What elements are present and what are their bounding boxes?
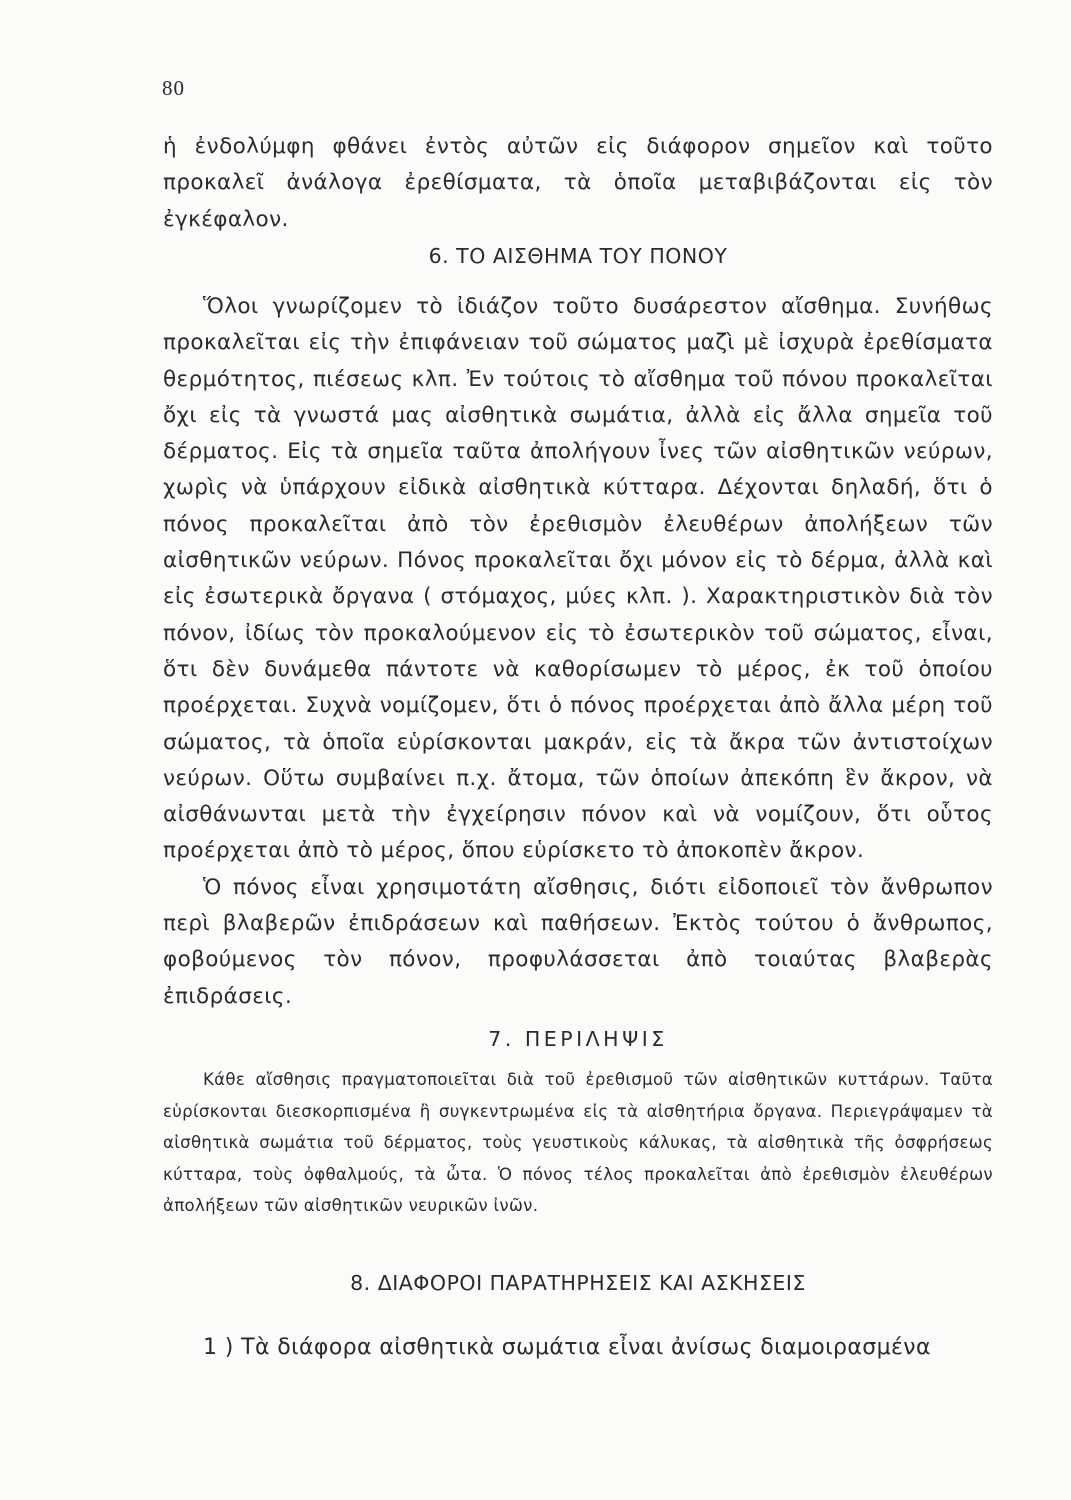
- page-number: 80: [162, 76, 185, 100]
- continued-paragraph-block: [163, 129, 993, 238]
- pain-paragraph: Ὅλοι γνωρίζομεν τὸ ἰδιάζον τοῦτο δυσάρεστον αἴσθημα. Συνήθως προκαλεῖται εἰς τὴν ἐπιφάνειαν τοῦ σώματος μαζὶ μὲ ἰσχυρὰ ἐρεθίσματα θερμότητος, πιέσεως κλπ. Ἐν τούτοις τὸ αἴσθημα τοῦ πόνου προκαλεῖται ὄχι εἰς τὰ γνωστά μας αἰσθητικὰ σωμάτια, ἀλλὰ εἰς ἄλλα σημεῖα τοῦ δέρματος. Εἰς τὰ σημεῖα ταῦτα ἀπολήγουν ἶνες τῶν αἰσθητικῶν νεύρων, χωρὶς νὰ ὑπάρχουν εἰδικὰ αἰσθητικὰ κύτταρα. Δέχονται δηλαδή, ὅτι ὁ πόνος προκαλεῖται ἀπὸ τὸν ἐρεθισμὸν ἐλευθέρων ἀπολήξεων τῶν αἰσθητικῶν νεύρων. Πόνος προκαλεῖται ὄχι μόνον εἰς τὸ δέρμα, ἀλλὰ καὶ εἰς ἐσωτερικὰ ὄργανα ( στόμαχος, μύες κλπ. ). Χαρακτηριστικὸν διὰ τὸν πόνον, ἰδίως τὸν προκαλούμενον εἰς τὸ ἐσωτερικὸν τοῦ σώματος, εἶναι, ὅτι δὲν δυνάμεθα πάντοτε νὰ καθορίσωμεν τὸ μέρος, ἐκ τοῦ ὁποίου προέρχεται. Συχνὰ νομίζομεν, ὅτι ὁ πόνος προέρχεται ἀπὸ ἄλλα μέρη τοῦ σώματος, τὰ ὁποῖα εὑρίσκονται μακράν, εἰς τὰ ἄκρα τῶν ἀντιστοίχων νεύρων. Οὕτω συμβαίνει π.χ. ἄτομα, τῶν ὁποίων ἀπεκόπη ἓν ἄκρον, νὰ αἰσθάνωνται μετὰ τὴν ἐγχείρησιν πόνον καὶ νὰ νομίζουν, ὅτι οὗτος προέρχεται ἀπὸ τὸ μέρος, ὅπου εὑρίσκετο τὸ ἀποκοπὲν ἄκρον.: [163, 294, 993, 864]
- pain-usefulness-paragraph: Ὁ πόνος εἶναι χρησιμοτάτη αἴσθησις, διότι εἰδοποιεῖ τὸν ἄνθρωπον περὶ βλαβερῶν ἐπιδράσεων καὶ παθήσεων. Ἐκτὸς τούτου ὁ ἄνθρωπος, φοβούμενος τὸν πόνον, προφυλάσσεται ἀπὸ τοιαύτας βλαβερὰς ἐπιδράσεις.: [163, 874, 993, 1009]
- section-8-heading: 8. ΔΙΑΦΟΡΟΙ ΠΑΡΑΤΗΡΗΣΕΙΣ ΚΑΙ ΑΣΚΗΣΕΙΣ: [350, 1271, 806, 1295]
- section-7-heading: 7. ΠΕΡΙΛΗΨΙΣ: [488, 1027, 668, 1051]
- section-6-body: [163, 289, 993, 1015]
- section-6-heading: 6. ΤΟ ΑΙΣΘΗΜΑ ΤΟΥ ΠΟΝΟΥ: [428, 244, 728, 268]
- summary-paragraph: Κάθε αἴσθησις πραγματοποιεῖται διὰ τοῦ ἐρεθισμοῦ τῶν αἰσθητικῶν κυττάρων. Ταῦτα εὑρίσκονται διεσκορπισμένα ἢ συγκεντρωμένα εἰς τὰ αἰσθητήρια ὄργανα. Περιεγράψαμεν τὰ αἰσθητικὰ σωμάτια τοῦ δέρματος, τοὺς γευστικοὺς κάλυκας, τὰ αἰσθητικὰ τῆς ὀσφρήσεως κύτταρα, τοὺς ὀφθαλμούς, τὰ ὦτα. Ὁ πόνος τέλος προκαλεῖται ἀπὸ ἐρεθισμὸν ἐλευθέρων ἀπολήξεων τῶν αἰσθητικῶν νευρικῶν ἰνῶν.: [163, 1070, 993, 1216]
- summary-block: [163, 1064, 993, 1222]
- continued-paragraph: ἡ ἐνδολύμφη φθάνει ἐντὸς αὐτῶν εἰς διάφορον σημεῖον καὶ τοῦτο προκαλεῖ ἀνάλογα ἐρεθίσματα, τὰ ὁποῖα μεταβιβάζονται εἰς τὸν ἐγκέφαλον.: [163, 134, 993, 232]
- exercise-item-1: 1 ) Τὰ διάφορα αἰσθητικὰ σωμάτια εἶναι ἀνίσως διαμοιρασμένα: [203, 1335, 931, 1360]
